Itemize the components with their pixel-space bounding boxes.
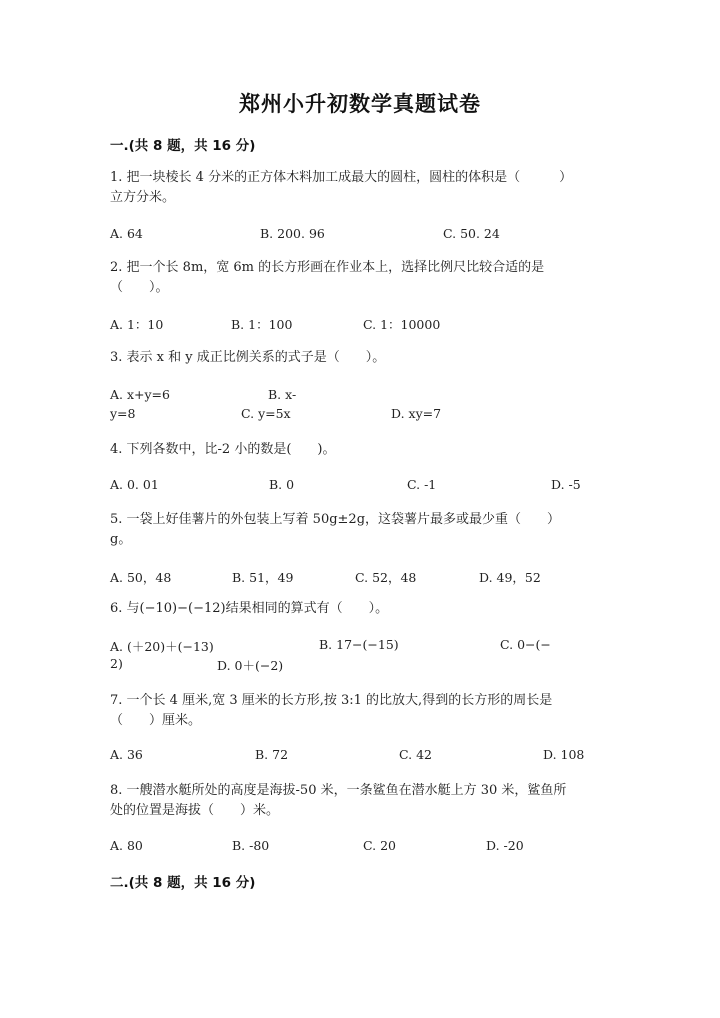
question-3-option-b: B. x- <box>268 387 297 402</box>
question-2-line-2: （ ）。 <box>110 280 169 295</box>
question-1-line-1: 1. 把一块棱长 4 分米的正方体木料加工成最大的圆柱，圆柱的体积是（ ） <box>110 170 573 185</box>
question-6-option-d: D. 0＋(−2) <box>217 658 284 673</box>
question-7-option-d: D. 108 <box>543 747 585 762</box>
question-1 <box>110 168 610 208</box>
question-7-line-2: （ ）厘米。 <box>110 713 202 728</box>
page-title: 郑州小升初数学真题试卷 <box>239 92 481 116</box>
question-8-line-1: 8. 一艘潜水艇所处的高度是海拔-50 米，一条鲨鱼在潜水艇上方 30 米，鲨鱼所 <box>110 783 567 798</box>
section-heading-2: 二.(共 8 题，共 16 分) <box>110 875 256 891</box>
question-6-option-a: A. (＋20)＋(−13) <box>110 639 214 654</box>
question-3-option-a: A. x+y=6 <box>110 387 170 402</box>
question-5-line-2: g。 <box>110 532 132 547</box>
question-1-line-2: 立方分米。 <box>110 190 176 205</box>
question-1-option-b: B. 200. 96 <box>260 226 325 241</box>
question-5 <box>110 510 610 550</box>
question-7-line-1: 7. 一个长 4 厘米,宽 3 厘米的长方形,按 3:1 的比放大,得到的长方形的周长是 <box>110 693 553 708</box>
question-3-option-b-continued: y=8 <box>110 406 136 421</box>
section-heading-1: 一.(共 8 题，共 16 分) <box>110 138 256 154</box>
question-8 <box>110 781 610 821</box>
question-4-option-b: B. 0 <box>269 477 295 492</box>
question-6-option-b: B. 17−(−15) <box>319 637 399 652</box>
question-5-option-d: D. 49，52 <box>479 570 541 585</box>
question-6-line-1: 6. 与(−10)−(−12)结果相同的算式有（ ）。 <box>110 601 389 616</box>
question-7-option-b: B. 72 <box>255 747 289 762</box>
question-3-option-c: C. y=5x <box>241 406 291 421</box>
question-6-option-c-continued: 2) <box>110 656 123 671</box>
question-1-option-c: C. 50. 24 <box>443 226 500 241</box>
question-8-line-2: 处的位置是海拔（ ）米。 <box>110 803 280 818</box>
question-3 <box>110 348 610 368</box>
question-4-option-a: A. 0. 01 <box>110 477 159 492</box>
question-5-option-a: A. 50，48 <box>110 570 172 585</box>
question-8-option-d: D. -20 <box>486 838 524 853</box>
question-2-option-a: A. 1：10 <box>110 317 164 332</box>
question-4-option-c: C. -1 <box>407 477 437 492</box>
question-4-line-1: 4. 下列各数中，比-2 小的数是( )。 <box>110 442 336 457</box>
question-8-option-a: A. 80 <box>110 838 143 853</box>
question-5-option-b: B. 51，49 <box>232 570 294 585</box>
question-2-option-b: B. 1：100 <box>231 317 293 332</box>
question-1-option-a: A. 64 <box>110 226 143 241</box>
question-5-line-1: 5. 一袋上好佳薯片的外包装上写着 50g±2g，这袋薯片最多或最少重（ ） <box>110 512 561 527</box>
question-6-option-c: C. 0−(− <box>500 637 551 652</box>
question-6 <box>110 599 610 619</box>
question-7-option-a: A. 36 <box>110 747 143 762</box>
question-7-option-c: C. 42 <box>399 747 432 762</box>
question-2-option-c: C. 1：10000 <box>363 317 441 332</box>
question-7 <box>110 691 610 731</box>
question-8-option-c: C. 20 <box>363 838 396 853</box>
question-8-option-b: B. -80 <box>232 838 270 853</box>
question-5-option-c: C. 52，48 <box>355 570 417 585</box>
question-4-option-d: D. -5 <box>551 477 581 492</box>
question-3-option-d: D. xy=7 <box>391 406 442 421</box>
question-3-line-1: 3. 表示 x 和 y 成正比例关系的式子是（ ）。 <box>110 350 386 365</box>
question-4 <box>110 440 610 460</box>
question-2 <box>110 258 610 298</box>
question-2-line-1: 2. 把一个长 8m，宽 6m 的长方形画在作业本上，选择比例尺比较合适的是 <box>110 260 545 275</box>
